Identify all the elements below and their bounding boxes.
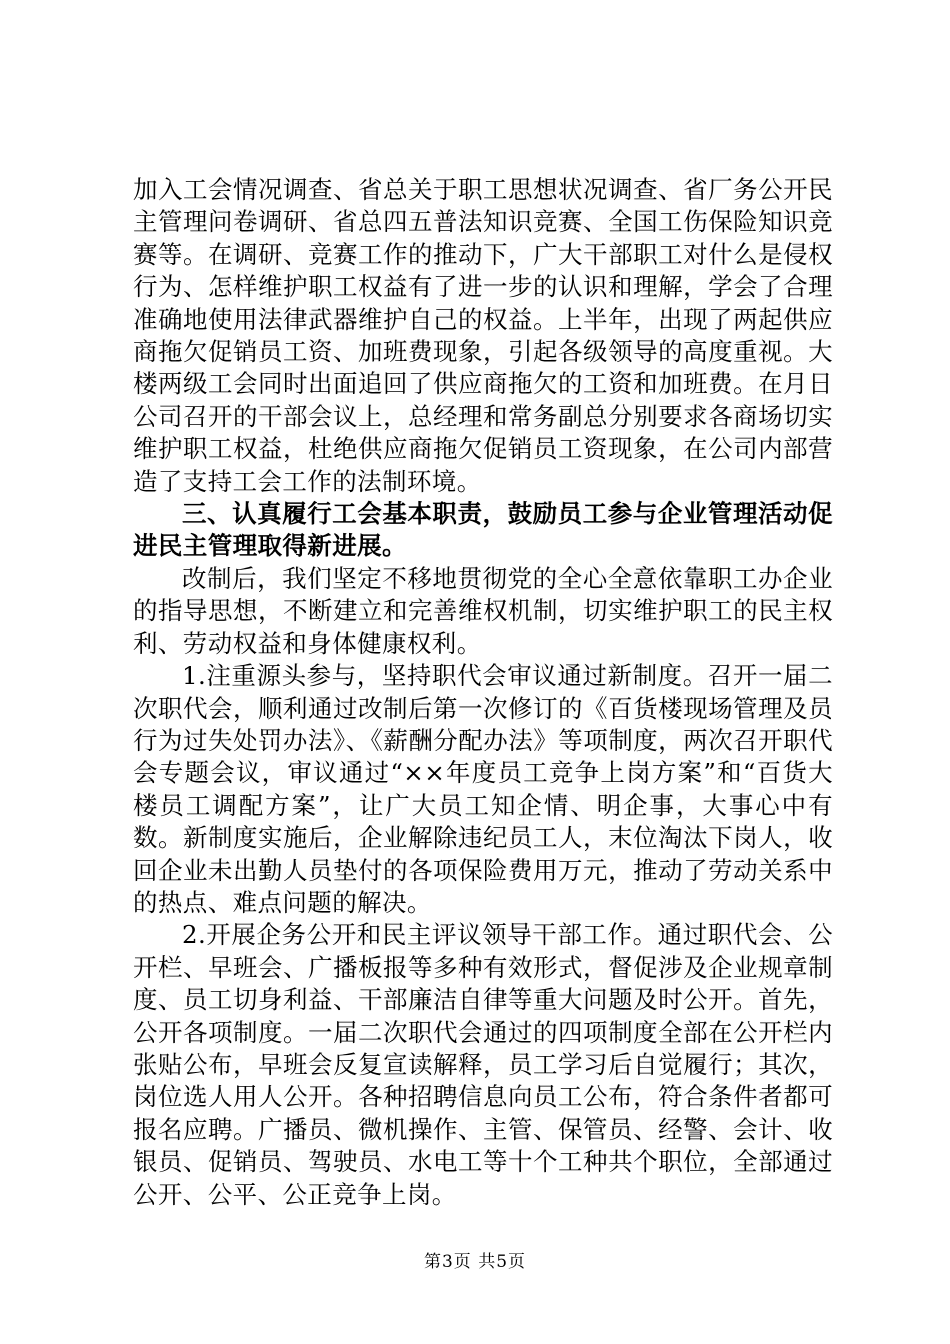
paragraph-item-2: 2.开展企务公开和民主评议领导干部工作。通过职代会、公开栏、早班会、广播板报等多种有效形式，督促涉及企业规章制度、员工切身利益、干部廉洁自律等重大问题及时公开。首先，公开各项制度。一届二次职代会通过的四项制度全部在公开栏内张贴公布，早班会反复宣读解释，员工学习后自觉履行；其次，岗位选人用人公开。各种招聘信息向员工公布，符合条件者都可报名应聘。广播员、微机操作、主管、保管员、经警、会计、收银员、促销员、驾驶员、水电工等十个工种共个职位，全部通过公开、公平、公正竞争上岗。 (133, 920, 833, 1209)
paragraph-item-1: 1.注重源头参与，坚持职代会审议通过新制度。召开一届二次职代会，顺利通过改制后第一次修订的《百货楼现场管理及员行为过失处罚办法》、《薪酬分配办法》等项制度，两次召开职代会专题会议，审议通过“××年度员工竞争上岗方案”和“百货大楼员工调配方案”，让广大员工知企情、明企事，大事心中有数。新制度实施后，企业解除违纪员工人，末位淘汰下岗人，收回企业未出勤人员垫付的各项保险费用万元，推动了劳动关系中的热点、难点问题的解决。 (133, 661, 833, 917)
paragraph-1: 加入工会情况调查、省总关于职工思想状况调查、省厂务公开民主管理问卷调研、省总四五普法知识竞赛、全国工伤保险知识竞赛等。在调研、竞赛工作的推动下，广大干部职工对什么是侵权行为、怎样维护职工权益有了进一步的认识和理解，学会了合理准确地使用法律武器维护自己的权益。上半年，出现了两起供应商拖欠促销员工资、加班费现象，引起各级领导的高度重视。大楼两级工会同时出面追回了供应商拖欠的工资和加班费。在月日公司召开的干部会议上，总经理和常务副总分别要求各商场切实维护职工权益，杜绝供应商拖欠促销员工资现象，在公司内部营造了支持工会工作的法制环境。 (133, 175, 833, 496)
page-number-footer: 第3页 共5页 (423, 1252, 527, 1272)
paragraph-2: 改制后，我们坚定不移地贯彻党的全心全意依靠职工办企业的指导思想，不断建立和完善维权机制，切实维护职工的民主权利、劳动权益和身体健康权利。 (133, 563, 833, 658)
section-heading-3: 三、认真履行工会基本职责，鼓励员工参与企业管理活动促进民主管理取得新进展。 (133, 499, 833, 561)
document-body (133, 174, 833, 1211)
